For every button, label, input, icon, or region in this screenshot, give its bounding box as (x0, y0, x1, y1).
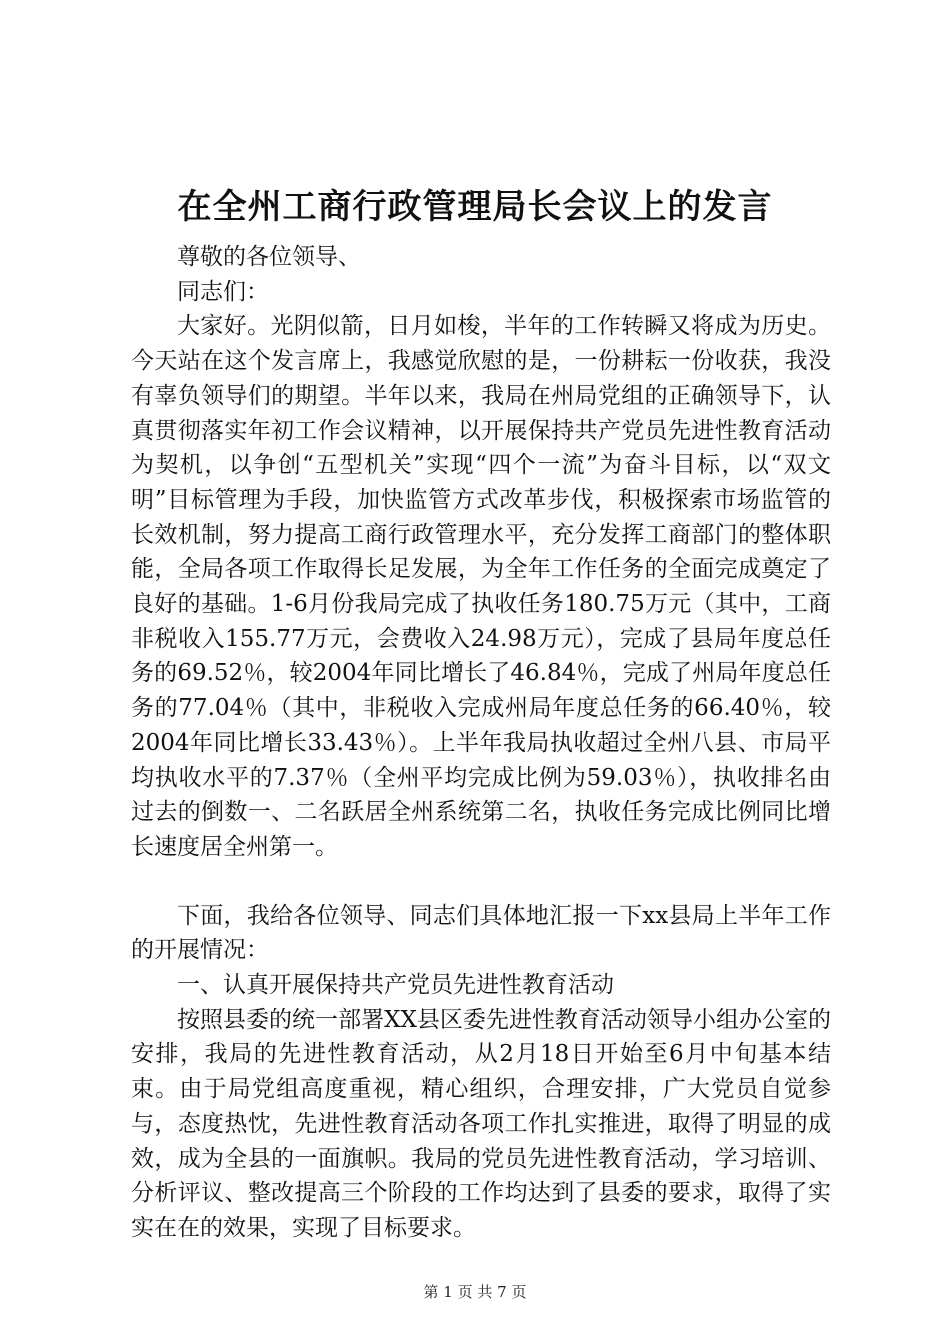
section-1-paragraph: 按照县委的统一部署XX县区委先进性教育活动领导小组办公室的安排，我局的先进性教育活动，从2月18日开始至6月中旬基本结束。由于局党组高度重视，精心组织，合理安排，广大党员自觉参与，态度热忱，先进性教育活动各项工作扎实推进，取得了明显的成效，成为全县的一面旗帜。我局的党员先进性教育活动，学习培训、分析评议、整改提高三个阶段的工作均达到了县委的要求，取得了实实在在的效果，实现了目标要求。 (131, 1006, 831, 1241)
salutation-line-2: 同志们： (177, 278, 269, 305)
page-number-footer: 第 1 页 共 7 页 (423, 1283, 527, 1301)
document-title: 在全州工商行政管理局长会议上的发言 (177, 187, 773, 227)
opening-paragraph: 大家好。光阴似箭，日月如梭，半年的工作转瞬又将成为历史。今天站在这个发言席上，我感觉欣慰的是，一份耕耘一份收获，我没有辜负领导们的期望。半年以来，我局在州局党组的正确领导下，认真贯彻落实年初工作会议精神，以开展保持共产党员先进性教育活动为契机，以争创“五型机关”实现“四个一流”为奋斗目标，以“双文明”目标管理为手段，加快监管方式改革步伐，积极探索市场监管的长效机制，努力提高工商行政管理水平，充分发挥工商部门的整体职能，全局各项工作取得长足发展，为全年工作任务的全面完成奠定了良好的基础。1-6月份我局完成了执收任务180.75万元（其中，工商非税收入155.77万元，会费收入24.98万元），完成了县局年度总任务的69.52％，较2004年同比增长了46.84％，完成了州局年度总任务的77.04％（其中，非税收入完成州局年度总任务的66.40％，较2004年同比增长33.43％）。上半年我局执收超过全州八县、市局平均执收水平的7.37％（全州平均完成比例为59.03％），执收排名由过去的倒数一、二名跃居全州系统第二名，执收任务完成比例同比增长速度居全州第一。 (131, 313, 831, 860)
salutation-line-1: 尊敬的各位领导、 (177, 244, 361, 270)
document-body (131, 240, 831, 1246)
section-heading-1: 一、认真开展保持共产党员先进性教育活动 (177, 972, 614, 999)
transition-paragraph: 下面，我给各位领导、同志们具体地汇报一下xx县局上半年工作的开展情况： (131, 902, 831, 964)
